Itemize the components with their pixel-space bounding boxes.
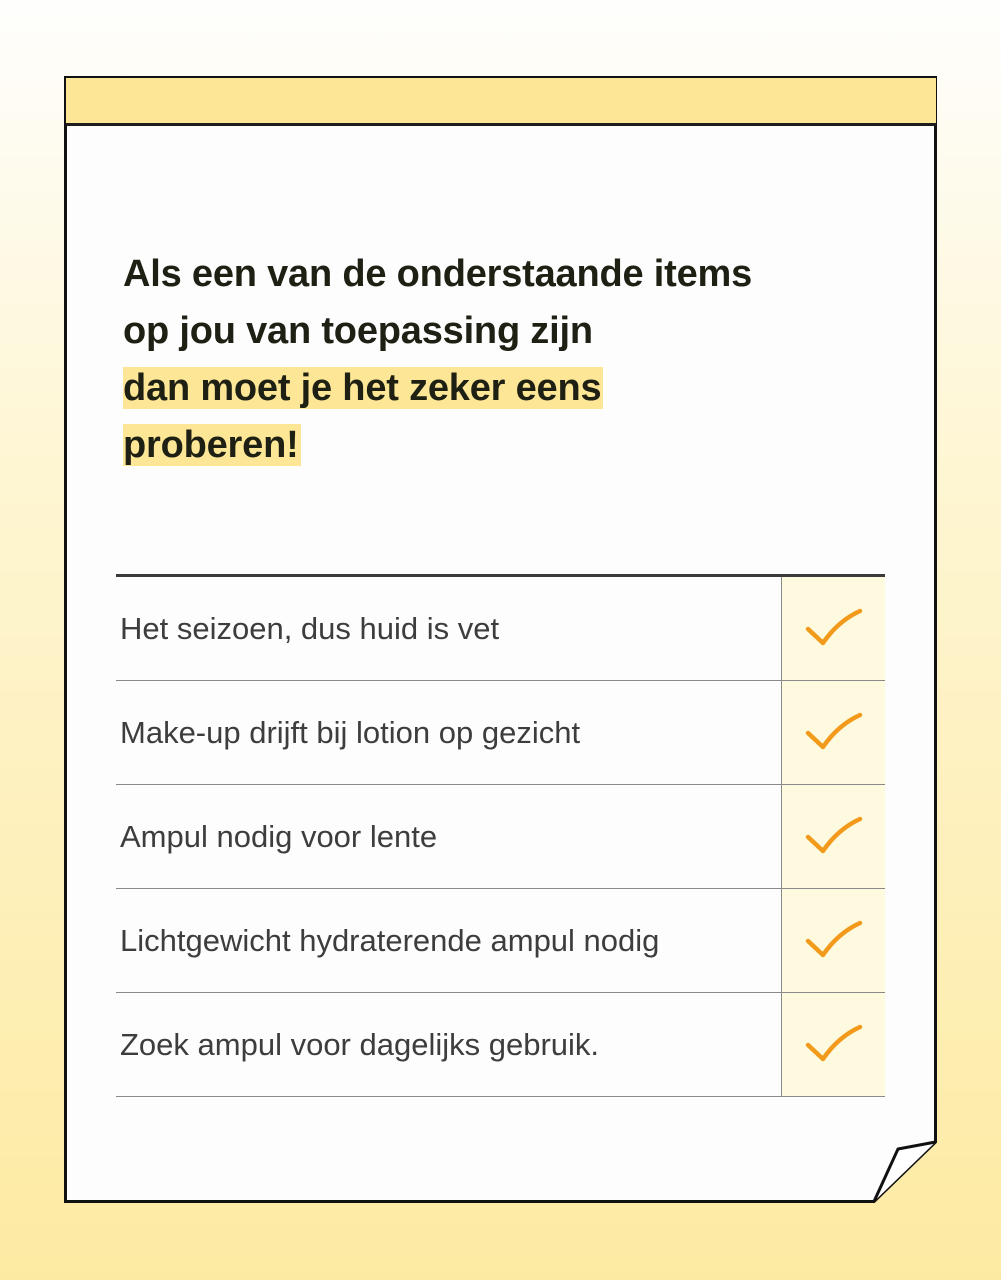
list-item <box>116 785 885 889</box>
heading <box>123 246 883 474</box>
list-item <box>116 577 885 681</box>
checkbox-cell <box>781 681 885 784</box>
list-item-label: Zoek ampul voor dagelijks gebruik. <box>120 1026 600 1062</box>
checkbox-cell <box>781 993 885 1096</box>
list-item-label: Ampul nodig voor lente <box>120 818 438 854</box>
checkmark-icon <box>805 1023 863 1067</box>
heading-line-1: Als een van de onderstaande items <box>123 253 753 295</box>
checklist-table <box>116 574 885 1097</box>
heading-line-2: op jou van toepassing zijn <box>123 310 593 352</box>
checkmark-icon <box>805 711 863 755</box>
list-item-label: Lichtgewicht hydraterende ampul nodig <box>120 922 660 958</box>
checkbox-cell <box>781 577 885 680</box>
checkmark-icon <box>805 607 863 651</box>
list-item <box>116 889 885 993</box>
card-header-band <box>66 78 936 126</box>
list-item <box>116 993 885 1097</box>
list-item-label: Make-up drijft bij lotion op gezicht <box>120 714 581 750</box>
list-item <box>116 681 885 785</box>
checkbox-cell <box>781 889 885 992</box>
checkmark-icon <box>805 815 863 859</box>
checkbox-cell <box>781 785 885 888</box>
checkmark-icon <box>805 919 863 963</box>
heading-highlight-line-4: proberen! <box>123 424 299 466</box>
heading-highlight-line-3: dan moet je het zeker eens <box>123 367 602 409</box>
list-item-label: Het seizoen, dus huid is vet <box>120 610 500 646</box>
